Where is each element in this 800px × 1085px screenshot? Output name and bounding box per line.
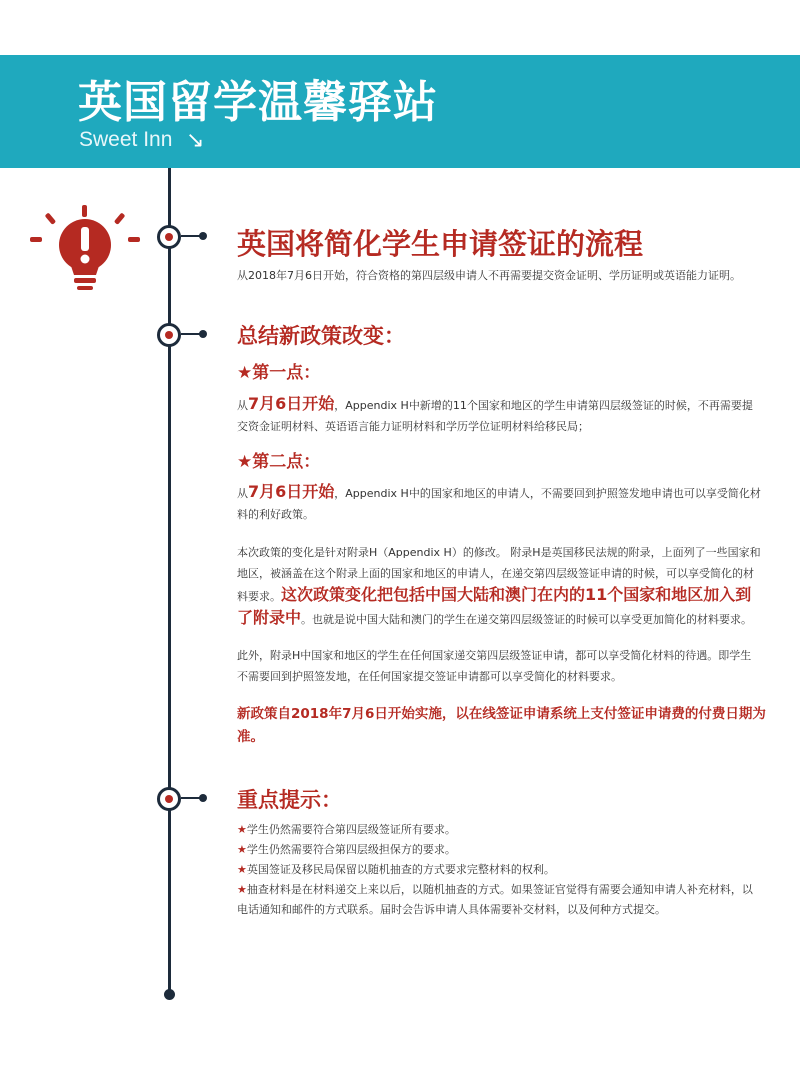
body: ，Appendix H中的国家和地区的申请人，不需要回到护照签发地申请也可以享受简化材料的利好政策。 — [237, 487, 761, 521]
date-highlight: 7月6日开始 — [248, 394, 335, 413]
point1-text — [237, 393, 762, 437]
star-icon: ★ — [237, 363, 253, 383]
body: 本次政策的变化是针对附录H（Appendix H）的修改。 附录H是英国移民法规的附录，上面列了一些国家和地区，被涵盖在这个附录上面的国家和地区的申请人，在递交第四层级签证申请的时候，可以享受简化的材料要求。 — [237, 546, 761, 603]
section1-text: 从2018年7月6日开始，符合资格的第四层级申请人不再需要提交资金证明、学历证明或英语能力证明。 — [237, 269, 741, 282]
list-item — [237, 860, 762, 880]
star-icon: ★ — [237, 863, 247, 876]
item-text: 英国签证及移民局保留以随机抽查的方式要求完整材料的权利。 — [246, 863, 555, 876]
point1-label: 第一点： — [252, 363, 321, 383]
point1-heading — [237, 358, 320, 383]
timeline-end-dot — [164, 989, 175, 1000]
point2-label: 第二点： — [252, 452, 321, 472]
point2-heading — [237, 447, 320, 472]
section3-title: 重点提示： — [237, 788, 342, 812]
body-after: 。也就是说中国大陆和澳门的学生在递交第四层级签证的时候可以享受更加简化的材料要求。 — [301, 613, 753, 626]
star-icon: ★ — [237, 883, 247, 896]
star-icon: ★ — [237, 843, 247, 856]
page-title: 英国留学温馨驿站 — [78, 77, 438, 128]
section1-title: 英国将简化学生申请签证的流程 — [237, 227, 644, 261]
body: ，Appendix H中新增的11个国家和地区的学生申请第四层级签证的时候，不再需要提交资金证明材料、英语语言能力证明材料和学历学位证明材料给移民局； — [237, 399, 753, 433]
timeline-node — [157, 323, 181, 347]
policy-paragraph — [237, 542, 762, 630]
item-text: 学生仍然需要符合第四层级担保方的要求。 — [246, 843, 456, 856]
item-text: 学生仍然需要符合第四层级签证所有要求。 — [246, 823, 456, 836]
prefix: 从 — [237, 487, 248, 500]
additional-paragraph: 此外，附录H中国家和地区的学生在任何国家递交第四层级签证申请，都可以享受简化材料的待遇。即学生不需要回到护照签发地，在任何国家提交签证申请都可以享受简化的材料要求。 — [237, 649, 752, 683]
lightbulb-alert-icon — [30, 205, 140, 300]
prefix: 从 — [237, 399, 248, 412]
timeline-connector — [181, 333, 203, 335]
point2-text — [237, 481, 762, 525]
arrow-down-right-icon: ↘ — [186, 128, 205, 153]
page-subtitle: Sweet Inn — [79, 128, 173, 151]
star-icon: ★ — [237, 823, 247, 836]
policy-highlight: 这次政策变化把包括中国大陆和澳门在内的11个国家和地区加入到了附录中 — [237, 585, 752, 627]
timeline-connector — [181, 797, 203, 799]
timeline-line — [168, 168, 171, 996]
tips-list — [237, 820, 762, 920]
list-item — [237, 820, 762, 840]
effective-date-note: 新政策自2018年7月6日开始实施，以在线签证申请系统上支付签证申请费的付费日期为准。 — [237, 706, 766, 745]
timeline-connector — [181, 235, 203, 237]
section2-title: 总结新政策改变： — [237, 324, 405, 348]
list-item — [237, 840, 762, 860]
timeline-node — [157, 225, 181, 249]
date-highlight: 7月6日开始 — [248, 482, 335, 501]
list-item — [237, 880, 762, 920]
star-icon: ★ — [237, 452, 253, 472]
item-text: 抽查材料是在材料递交上来以后，以随机抽查的方式。如果签证官觉得有需要会通知申请人补充材料，以电话通知和邮件的方式联系。届时会告诉申请人具体需要补交材料，以及何种方式提交。 — [237, 883, 753, 916]
timeline-node — [157, 787, 181, 811]
